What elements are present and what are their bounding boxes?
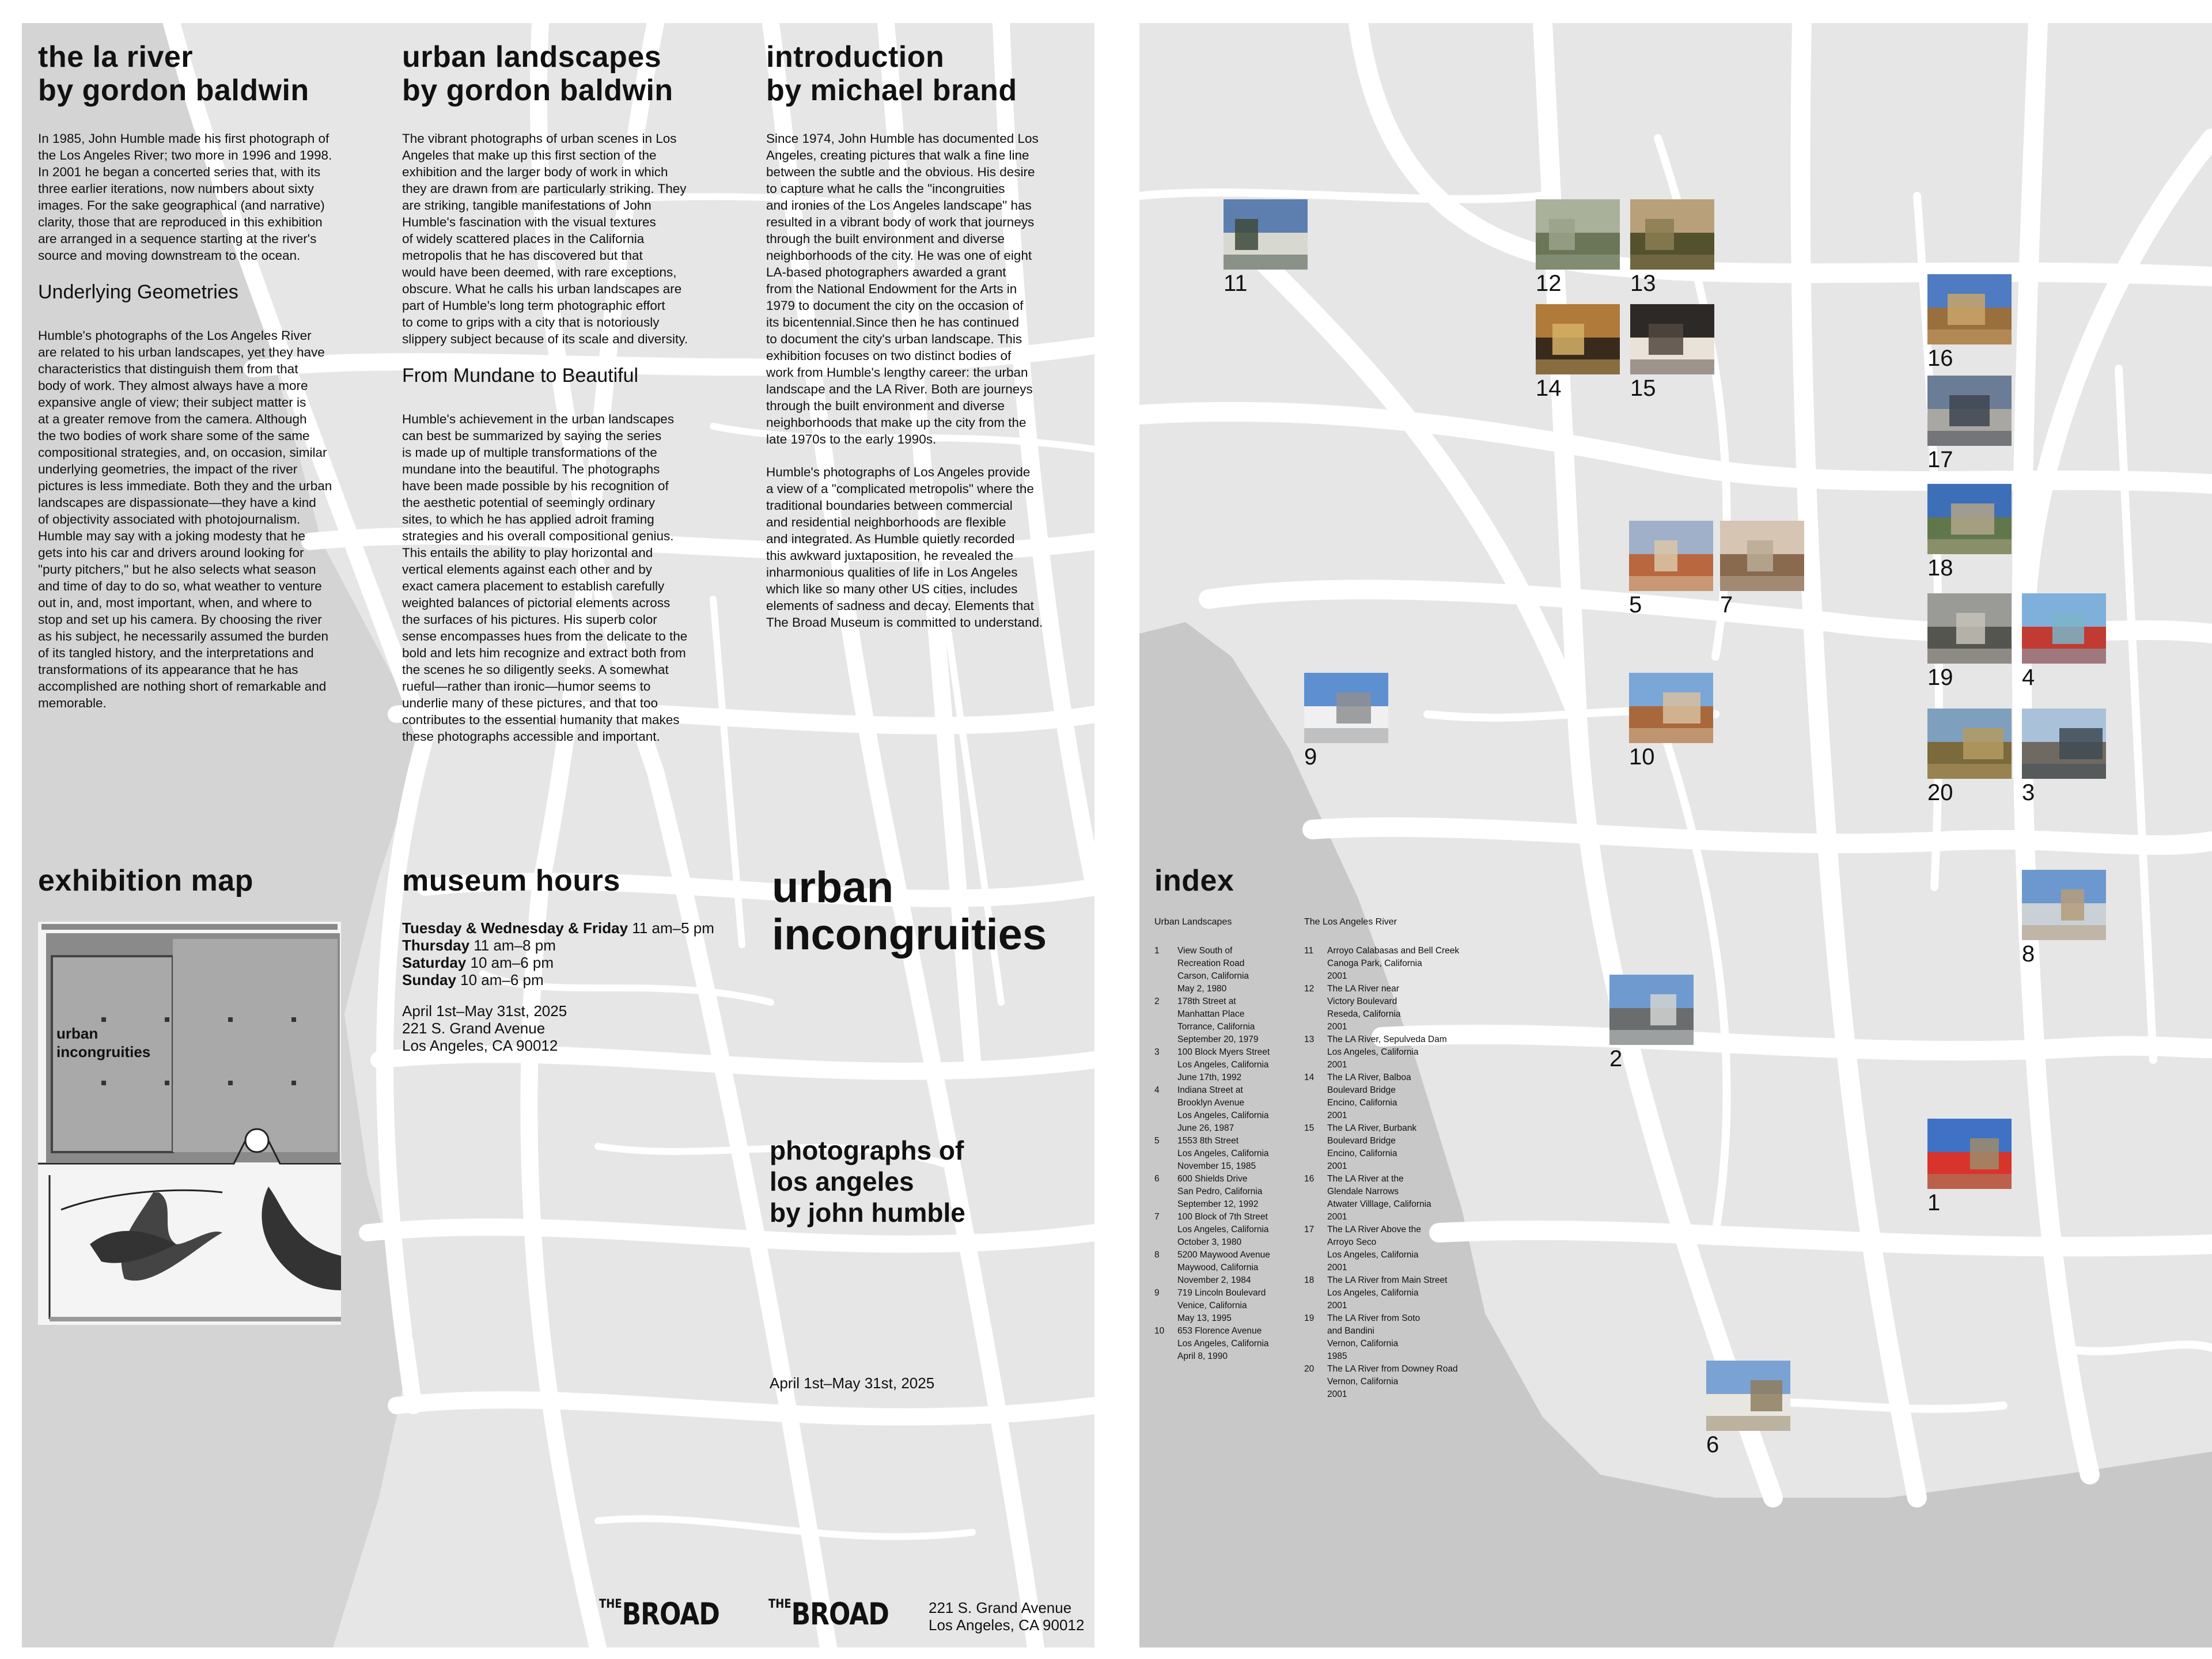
logo-text: BROAD [791,1597,889,1633]
index-item-number: 19 [1304,1313,1315,1323]
index-item-title: The LA River Above the Arroyo Seco Los Angeles, California 2001 [1327,1225,1421,1272]
photo-number: 16 [1927,346,1953,371]
index-item [1304,983,1488,1033]
right-panel [1139,23,2212,1647]
index-item [1304,1224,1488,1274]
introduction-column [766,130,1089,631]
left-panel [22,23,1094,1647]
footer-address: 221 S. Grand Avenue Los Angeles, CA 90012 [929,1599,1085,1634]
index-item-number: 15 [1304,1123,1315,1133]
index-item [1154,1249,1293,1287]
photo-thumbnail-manhattan-place[interactable] [1609,975,1694,1045]
index-item [1304,1173,1488,1224]
index-item-number: 1 [1154,946,1160,956]
photo-number: 7 [1720,592,1733,618]
introduction-paragraph-2: Humble's photographs of Los Angeles provide a view of a "complicated metropolis" where the traditional boundaries between commercial and residential neighborhoods are flexible and integrated. As Humble quietly recorded this awkward juxtaposition, he revealed the inharmonious qualities of life in Los Angeles which like so many other US cities, includes elements of sadness and decay. Elements that The Broad Museum is committed to understand. [766,465,1043,630]
index-item [1304,1033,1488,1071]
index-item-title: Arroyo Calabasas and Bell Creek Canoga Park, California 2001 [1327,946,1460,981]
index-item-number: 2 [1154,997,1160,1006]
photo-thumbnail-florence-avenue[interactable] [1629,673,1713,743]
museum-hours-heading: museum hours [402,864,620,897]
photo-image [2022,593,2106,664]
hours-time: 10 am–6 pm [456,971,544,988]
underlying-geometries-paragraph: Humble's photographs of the Los Angeles River are related to his urban landscapes, yet they have characteristics that distinguish them from that body of work. They almost always have a more expansive angle of view; their subject matter is at a greater remove from the camera. Although the two bodies of work share some of the same compositional strategies, and, on occasion, similar underlying geometries, the impact of the river pictures is less immediate. Both they and the urban landscapes are dispassionate—they have a kind of objectivity associated with photojournalism. Humble may say with a joking modesty that he gets into his car and drivers around looking for "purty pitchers," but he also selects what season and time of day to do so, what weather to venture out in, and, most important, when, and where to stop and set up his camera. By choosing the river as his subject, he necessarily assumed the burden of its tangled history, and the interpretations and transformations of its appearance that he has accomplished are nothing short of remarkable and memorable. [38,328,332,710]
hours-row [402,971,714,988]
hours-time: 11 am–5 pm [628,919,714,937]
hours-time: 10 am–6 pm [466,954,554,971]
hours-list [402,919,714,988]
index-item [1154,1135,1293,1173]
photo-image [1927,376,2012,446]
index-item [1154,1173,1293,1211]
index-item-number: 7 [1154,1212,1160,1222]
index-river-list [1304,916,1488,1401]
index-item [1154,1287,1293,1325]
exhibition-dates: April 1st–May 31st, 2025 [770,1374,935,1392]
gallery-label: urban incongruities [56,1025,151,1060]
index-item-number: 8 [1154,1250,1160,1260]
logo-text: BROAD [622,1597,719,1633]
photo-number: 15 [1630,376,1656,401]
photo-number: 3 [2022,780,2035,805]
index-item-number: 10 [1154,1326,1165,1336]
urban-landscapes-column [402,130,736,745]
photo-thumbnail-sepulveda-dam[interactable] [1630,199,1714,270]
index-item-title: 653 Florence Avenue Los Angeles, California April 8, 1990 [1177,1326,1269,1361]
index-urban-heading: Urban Landscapes [1154,917,1232,927]
index-heading: index [1154,864,1234,897]
urban-landscapes-paragraph: The vibrant photographs of urban scenes in Los Angeles that make up this first section of the exhibition and the larger body of work in which they are drawn from are particularly striking. They are striking, tangible manifestations of John Humble's fascination with the visual textures of widely scattered places in the California metropolis that he has discovered but that would have been deemed, with rare exceptions, obscure. What he calls his urban landscapes are part of Humble's long term photographic effort to come to grips with a city that is notoriously slippery subject because of its scale and diversity. [402,131,688,346]
la-river-heading: the la river by gordon baldwin [38,40,309,107]
index-item-number: 11 [1304,946,1314,956]
index-item-number: 5 [1154,1136,1160,1146]
photo-thumbnail-shields-drive[interactable] [1706,1361,1790,1431]
photo-thumbnail-burbank-bridge[interactable] [1630,304,1714,374]
index-river-heading: The Los Angeles River [1304,917,1397,927]
photo-number: 14 [1536,376,1562,401]
hours-dates: April 1st–May 31st, 2025 [402,1002,567,1020]
photo-number: 11 [1224,271,1248,296]
index-item-title: The LA River at the Glendale Narrows Atwater Villlage, California 2001 [1327,1174,1431,1222]
index-item [1154,945,1293,995]
photo-image [1536,199,1620,270]
index-item-number: 12 [1304,984,1315,994]
floor-plan-drawing [38,922,341,1325]
photo-number: 19 [1927,665,1953,690]
photo-image [1629,673,1713,743]
index-item [1154,1084,1293,1135]
photo-image [1927,484,2012,554]
index-item [1304,1312,1488,1363]
photo-number: 13 [1630,271,1656,296]
photo-number: 9 [1304,744,1317,770]
index-item-number: 20 [1304,1364,1315,1374]
urban-landscapes-heading: urban landscapes by gordon baldwin [402,40,673,107]
photo-number: 10 [1629,744,1655,770]
mundane-subheading: From Mundane to Beautiful [402,365,639,387]
hours-address: 221 S. Grand Avenue Los Angeles, CA 90012 [402,1020,558,1054]
photo-thumbnail-balboa-bridge[interactable] [1536,304,1620,374]
index-item-title: The LA River from Soto and Bandini Vernon, California 1985 [1327,1313,1421,1361]
la-river-column [38,130,366,711]
photo-image [1706,1361,1790,1431]
hours-row [402,937,714,954]
index-item-number: 16 [1304,1174,1315,1184]
photo-image [1630,304,1714,374]
the-broad-logo [768,1597,889,1632]
photo-thumbnail-victory-boulevard[interactable] [1536,199,1620,270]
photo-image [1304,673,1388,743]
index-item-title: The LA River from Main Street Los Angeles, California 2001 [1327,1275,1448,1310]
photo-thumbnail-downey-road[interactable] [1927,709,2012,779]
photo-number: 17 [1927,447,1953,472]
logo-prefix: THE [599,1597,622,1612]
floor-plan [38,922,341,1325]
photo-thumbnail-main-street[interactable] [1927,484,2012,554]
photo-thumbnail-maywood-avenue[interactable] [2022,870,2106,940]
photo-number: 2 [1609,1046,1623,1071]
hours-row [402,919,714,937]
photo-number: 20 [1927,780,1953,805]
index-item [1154,1211,1293,1249]
index-item-number: 17 [1304,1225,1315,1234]
photo-thumbnail-soto-bandini[interactable] [1927,593,2012,664]
index-item-number: 4 [1154,1085,1160,1095]
index-item [1154,995,1293,1046]
index-item [1304,945,1488,983]
photo-thumbnail-8th-street[interactable] [1629,521,1713,591]
photo-thumbnail-arroyo-calabasas[interactable] [1224,199,1308,270]
photo-image [1630,199,1714,270]
index-item-title: 719 Lincoln Boulevard Venice, California May 13, 1995 [1177,1288,1266,1323]
photo-number: 12 [1536,271,1562,296]
photo-thumbnail-recreation-road[interactable] [1927,1119,2012,1189]
photo-image [1536,304,1620,374]
photo-image [1224,199,1308,270]
photo-thumbnail-arroyo-seco[interactable] [1927,376,2012,446]
index-item-number: 18 [1304,1275,1315,1285]
photo-image [1629,521,1713,591]
index-item-title: Indiana Street at Brooklyn Avenue Los Angeles, California June 26, 1987 [1177,1085,1269,1133]
index-item-title: 5200 Maywood Avenue Maywood, California November 2, 1984 [1177,1250,1270,1285]
introduction-paragraph-1: Since 1974, John Humble has documented Los Angeles, creating pictures that walk a fine line between the subtle and the obvious. His desire to capture what he calls the "incongruities and ironies of the Los Angeles landscape" has resulted in a vibrant body of work that journeys through the built environment and diverse neighborhoods of the city. He was one of eight LA-based photographers awarded a grant from the National Endowment for the Arts in 1979 to document the city on the occasion of its bicentennial.Since then he has continued to document the city's urban landscape. This exhibition focuses on two distinct bodies of work from Humble's lengthy career: the urban landscape and the LA River. Both are journeys through the built environment and diverse neighborhoods that make up the city from the late 1970s to the early 1990s. [766,131,1039,446]
hours-days: Sunday [402,971,456,988]
logo-prefix: THE [768,1597,791,1612]
the-broad-logo [599,1597,719,1632]
exhibition-map-heading: exhibition map [38,864,253,897]
photo-number: 4 [2022,665,2035,690]
photo-image [1927,274,2012,344]
photo-image [1927,709,2012,779]
introduction-heading: introduction by michael brand [766,40,1017,107]
index-item-number: 13 [1304,1035,1315,1044]
index-item [1154,1325,1293,1363]
index-item [1304,1274,1488,1312]
photo-image [2022,870,2106,940]
index-urban-list [1154,916,1293,1363]
photo-number: 18 [1927,555,1953,581]
underlying-geometries-subheading: Underlying Geometries [38,281,238,303]
exhibition-title: urban incongruities [772,863,1047,959]
photo-thumbnail-7th-street[interactable] [1720,521,1804,591]
hours-days: Tuesday & Wednesday & Friday [402,919,628,937]
photo-thumbnail-glendale-narrows[interactable] [1927,274,2012,344]
photo-thumbnail-lincoln-boulevard[interactable] [1304,673,1388,743]
index-item-title: 100 Block of 7th Street Los Angeles, California October 3, 1980 [1177,1212,1269,1247]
photo-number: 8 [2022,941,2035,967]
index-item-title: 1553 8th Street Los Angeles, California November 15, 1985 [1177,1136,1269,1171]
index-item-number: 9 [1154,1288,1160,1298]
index-item-title: The LA River near Victory Boulevard Reseda, California 2001 [1327,984,1401,1032]
index-item-title: 600 Shields Drive San Pedro, California September 12, 1992 [1177,1174,1263,1209]
index-item-title: The LA River from Downey Road Vernon, California 2001 [1327,1364,1458,1399]
index-item-title: 100 Block Myers Street Los Angeles, California June 17th, 1992 [1177,1047,1270,1082]
index-item [1154,1046,1293,1084]
photo-thumbnail-myers-street[interactable] [2022,709,2106,779]
index-item-title: The LA River, Sepulveda Dam Los Angeles, California 2001 [1327,1035,1447,1070]
photo-number: 1 [1927,1190,1941,1215]
photo-image [2022,709,2106,779]
photo-number: 6 [1706,1432,1719,1457]
index-item-number: 14 [1304,1073,1315,1082]
hours-time: 11 am–8 pm [469,937,556,954]
hours-days: Saturday [402,954,467,971]
index-item-number: 3 [1154,1047,1160,1057]
photo-thumbnail-indiana-street[interactable] [2022,593,2106,664]
index-item-title: The LA River, Balboa Boulevard Bridge Encino, California 2001 [1327,1073,1411,1120]
exhibition-subtitle: photographs of los angeles by john humble [770,1135,965,1228]
la-river-paragraph: In 1985, John Humble made his first photograph of the Los Angeles River; two more in 1996 and 1998. In 2001 he began a concerted series that, with its three earlier iterations, now numbers about sixty images. For the sake geographical (and narrative) clarity, those that are reproduced in this exhibition are arranged in a sequence starting at the river's source and moving downstream to the ocean. [38,131,332,263]
photo-number: 5 [1629,592,1642,618]
index-item-number: 6 [1154,1174,1160,1184]
photo-image [1927,593,2012,664]
index-item-title: View South of Recreation Road Carson, California May 2, 1980 [1177,946,1249,994]
index-item [1304,1122,1488,1173]
hours-row [402,954,714,971]
photo-image [1609,975,1694,1045]
index-item-title: 178th Street at Manhattan Place Torrance, California September 20, 1979 [1177,997,1259,1044]
index-item [1304,1363,1488,1401]
hours-days: Thursday [402,937,470,954]
photo-image [1720,521,1804,591]
index-item [1304,1071,1488,1122]
index-item-title: The LA River, Burbank Boulevard Bridge Encino, California 2001 [1327,1123,1417,1171]
mundane-paragraph: Humble's achievement in the urban landscapes can best be summarized by saying the series is made up of multiple transformations of the mundane into the beautiful. The photographs have been made possible by his recognition of the aesthetic potential of seemingly ordinary sites, to which he has applied adroit framing strategies and his overall compositional genius. This entails the ability to play horizontal and vertical elements against each other and by exact camera placement to establish carefully weighted balances of pictorial elements across the surfaces of his pictures. His superb color sense encompasses hues from the delicate to the bold and lets him recognize and extract both from the scenes he so diligently seeks. A somewhat rueful—rather than ironic—humor seems to underlie many of these pictures, and that too contributes to the essential humanity that makes these photographs accessible and important. [402,412,688,744]
photo-image [1927,1119,2012,1189]
